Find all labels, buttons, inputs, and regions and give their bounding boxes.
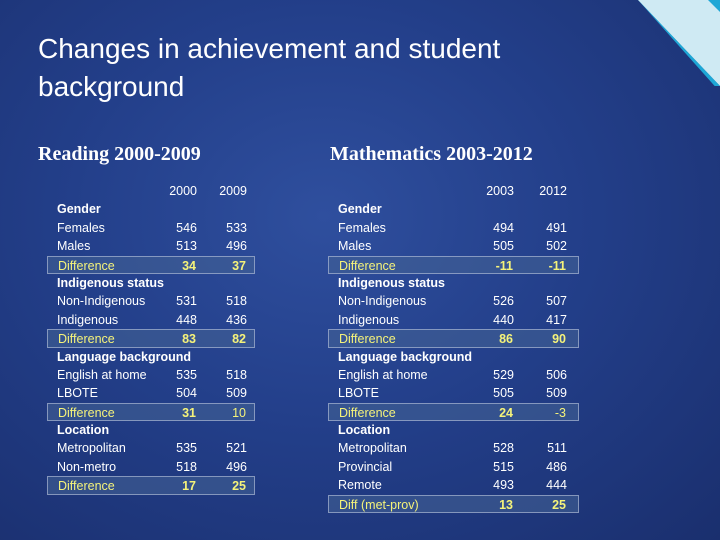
difference-row: Difference 86 90 <box>328 329 579 347</box>
difference-row: Difference 34 37 <box>47 256 255 274</box>
table-row: Remote 493 444 <box>338 478 567 493</box>
table-row: Non-Indigenous 531 518 <box>57 294 247 309</box>
difference-row: Difference 17 25 <box>47 476 255 494</box>
table-row: Non-metro 518 496 <box>57 459 247 474</box>
section-header: Indigenous status <box>338 275 445 290</box>
year-header: 2000 <box>169 184 197 198</box>
table-row: English at home 535 518 <box>57 367 247 382</box>
table-row: LBOTE 505 509 <box>338 386 567 401</box>
section-header: Indigenous status <box>57 275 164 290</box>
section-header: Location <box>57 423 110 438</box>
mathematics-heading: Mathematics 2003-2012 <box>330 143 533 165</box>
table-row: English at home 529 506 <box>338 367 567 382</box>
difference-row: Difference -11 -11 <box>328 256 579 274</box>
table-header-row <box>328 182 579 200</box>
table-row: LBOTE 504 509 <box>57 386 247 401</box>
table-row: Indigenous 440 417 <box>338 312 567 327</box>
year-header: 2003 <box>486 184 514 198</box>
section-header: Language background <box>338 349 473 364</box>
corner-decoration <box>638 0 720 86</box>
table-row: Males 505 502 <box>338 239 567 254</box>
difference-row: Difference 31 10 <box>47 403 255 421</box>
table-row: Males 513 496 <box>57 239 247 254</box>
year-header: 2012 <box>539 184 567 198</box>
reading-table <box>47 182 255 495</box>
table-row: Females 494 491 <box>338 220 567 235</box>
table-row: Metropolitan 535 521 <box>57 441 247 456</box>
table-row: Metropolitan 528 511 <box>338 441 567 456</box>
section-header: Location <box>338 423 391 438</box>
reading-heading: Reading 2000-2009 <box>38 143 201 165</box>
table-row: Provincial 515 486 <box>338 459 567 474</box>
difference-row: Diff (met-prov) 13 25 <box>328 495 579 513</box>
slide-title: Changes in achievement and student background <box>38 33 501 102</box>
table-row: Females 546 533 <box>57 220 247 235</box>
table-row: Indigenous 448 436 <box>57 312 247 327</box>
table-header-row <box>47 182 255 200</box>
difference-row: Difference 83 82 <box>47 329 255 347</box>
section-header: Gender <box>338 202 382 217</box>
mathematics-table <box>328 182 579 513</box>
section-header: Gender <box>57 202 101 217</box>
difference-row: Difference 24 -3 <box>328 403 579 421</box>
year-header: 2009 <box>219 184 247 198</box>
table-row: Non-Indigenous 526 507 <box>338 294 567 309</box>
section-header: Language background <box>57 349 192 364</box>
